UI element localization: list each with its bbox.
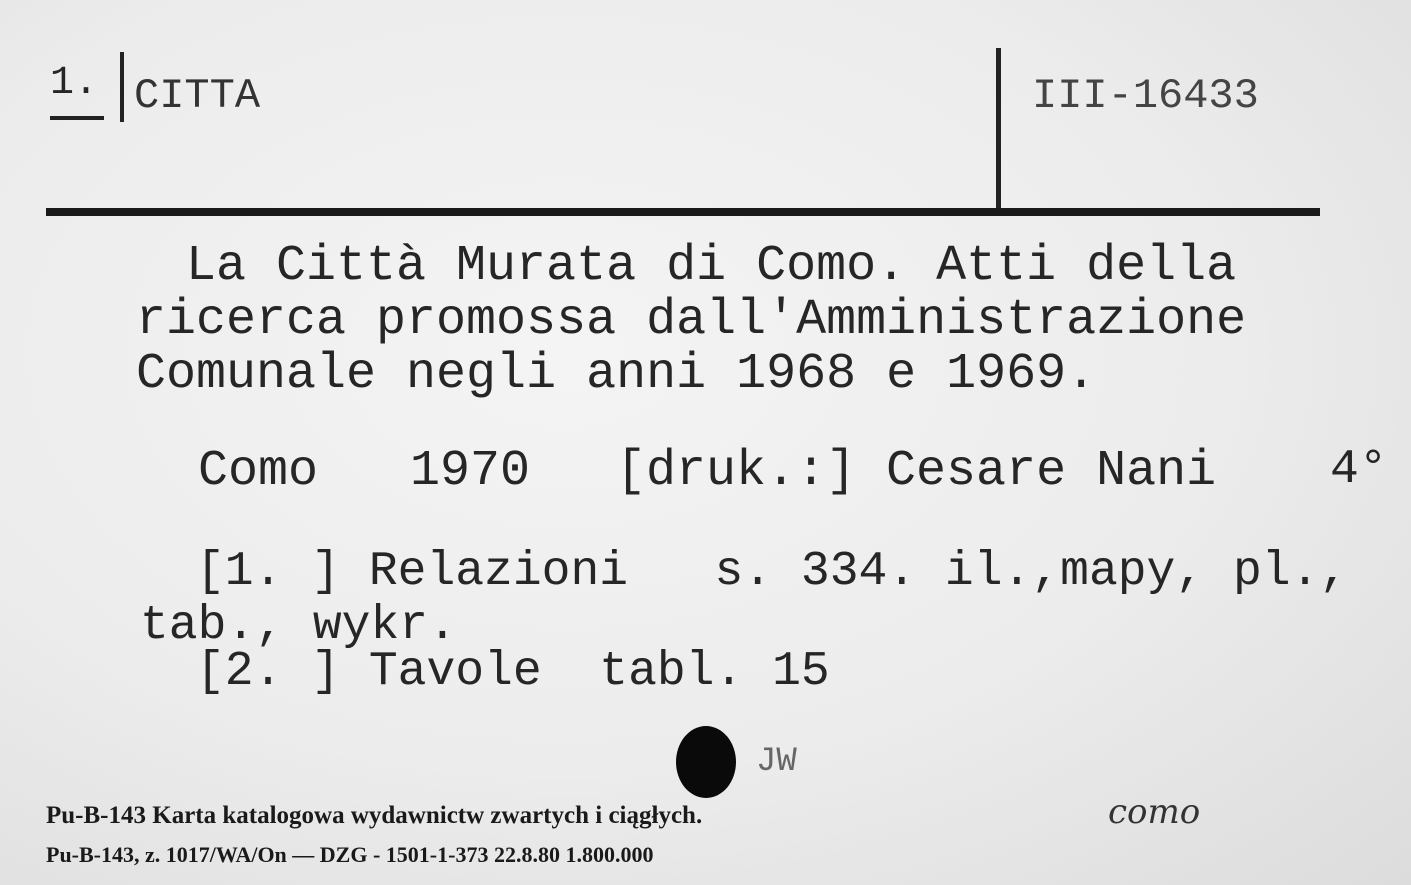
handwritten-note: como <box>1108 792 1201 832</box>
number-divider <box>120 52 124 122</box>
subject-heading: CITTA <box>134 72 261 120</box>
footer-line-1: Pu-B-143 Karta katalogowa wydawnictw zwartych i ciągłych. <box>46 802 703 829</box>
entry-number: 1. <box>50 52 104 120</box>
title-line-1: La Città Murata di Como. Atti della <box>186 238 1237 295</box>
title-line-2: ricerca promossa dall'Amministrazione <box>136 292 1247 349</box>
title-line-3: Comunale negli anni 1968 e 1969. <box>136 346 1097 403</box>
volume-1-line-2: tab., wykr. <box>140 599 457 653</box>
header-divider <box>996 48 1001 212</box>
stamp-mark: JW <box>756 743 797 781</box>
imprint-place: Como <box>198 443 319 500</box>
call-number: III-16433 <box>1032 72 1259 120</box>
imprint-year: 1970 <box>410 443 531 500</box>
header-rule <box>46 208 1320 216</box>
volume-2-line-1: [2. ] Tavole tabl. 15 <box>196 645 830 699</box>
footer-line-2: Pu-B-143, z. 1017/WA/On — DZG - 1501-1-373 22.8.80 1.800.000 <box>46 842 654 867</box>
punch-hole <box>676 726 736 798</box>
imprint-printer: [druk.:] Cesare Nani <box>616 443 1217 500</box>
volume-1-line-1: [1. ] Relazioni s. 334. il.,mapy, pl., <box>196 545 1349 599</box>
imprint-format: 4° <box>1330 443 1388 497</box>
